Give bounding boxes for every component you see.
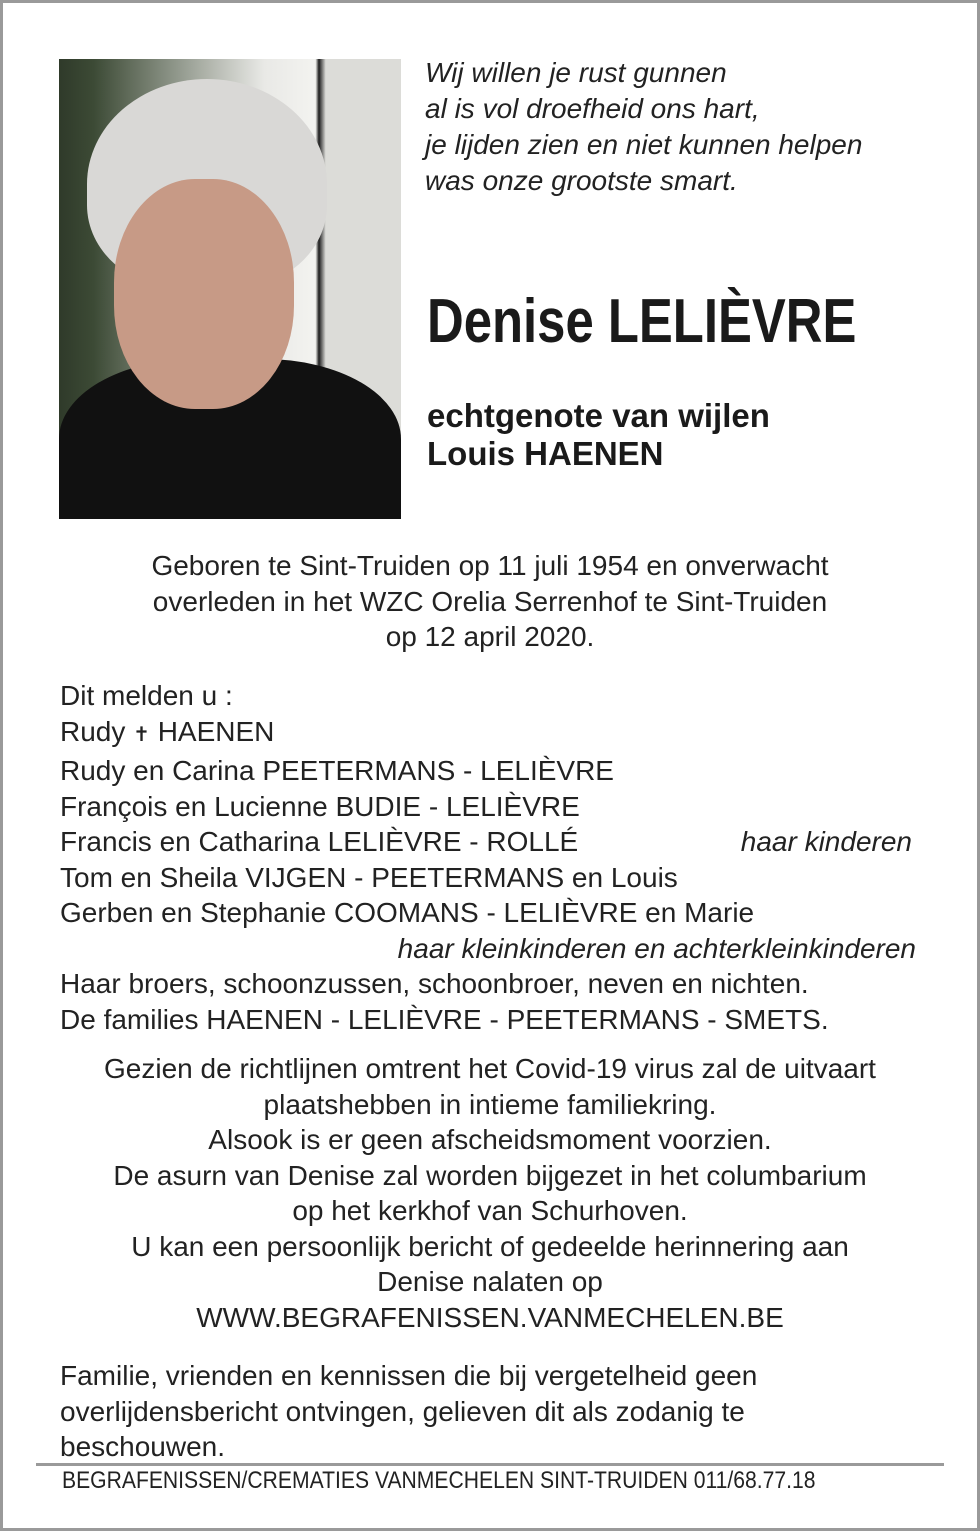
spouse-line: echtgenote van wijlen [427,397,770,434]
spouse-info [427,397,770,473]
text-line: De asurn van Denise zal worden bijgezet in het columbarium [113,1159,867,1191]
text-line: plaatshebben in intieme familiekring. [263,1088,717,1120]
poem-line: was onze grootste smart. [425,165,738,196]
list-item [60,714,920,754]
list-item: Haar broers, schoonzussen, schoonbroer, neven en nichten. [60,968,809,999]
list-item: François en Lucienne BUDIE - LELIÈVRE [60,790,580,822]
text-line: beschouwen. [60,1431,226,1462]
text-line: Geboren te Sint-Truiden op 11 juli 1954 en onverwacht [151,550,829,581]
text-line: Familie, vrienden en kennissen die bij vergetelheid geen [60,1360,758,1391]
list-item-text: Francis en Catharina LELIÈVRE - ROLLÉ [60,826,579,857]
text-line: overlijdensbericht ontvingen, gelieven dit als zodanig te [60,1395,745,1427]
portrait-photo [59,59,401,519]
funeral-home-footer: BEGRAFENISSEN/CREMATIES VANMECHELEN SINT-TRUIDEN 011/68.77.18 [62,1467,816,1494]
cross-icon: ✝ [133,723,150,746]
first-name: Rudy [60,715,126,747]
grandchildren-label: haar kleinkinderen en achterkleinkinderen [397,932,916,964]
spouse-name: Louis HAENEN [427,435,664,472]
divider [36,1463,944,1466]
announcers-list [60,678,920,1037]
list-item: Tom en Sheila VIJGEN - PEETERMANS en Louis [60,861,678,893]
text-line: op 12 april 2020. [385,621,595,652]
text-line: op het kerkhof van Schurhoven. [292,1195,688,1226]
list-item: Rudy en Carina PEETERMANS - LELIÈVRE [60,755,614,786]
last-name: HAENEN [157,715,275,747]
poem-line: al is vol droefheid ons hart, [425,93,760,124]
closing-paragraph [60,1358,920,1465]
poem-line: Wij willen je rust gunnen [425,57,727,88]
list-item [60,824,920,860]
poem-line: je lijden zien en niet kunnen helpen [425,129,863,160]
poem [425,55,862,199]
text-line: U kan een persoonlijk bericht of gedeelde herinnering aan [131,1230,849,1262]
funeral-info [40,1051,940,1335]
website-link[interactable]: WWW.BEGRAFENISSEN.VANMECHELEN.BE [196,1301,784,1333]
list-item: De families HAENEN - LELIÈVRE - PEETERMANS - SMETS. [60,1003,829,1035]
text-line: Denise nalaten op [377,1266,603,1297]
text-line: overleden in het WZC Orelia Serrenhof te Sint-Truiden [152,585,828,617]
birth-death-paragraph [40,548,940,655]
list-item: Gerben en Stephanie COOMANS - LELIÈVRE en Marie [60,897,755,928]
text-line: Gezien de richtlijnen omtrent het Covid-19 virus zal de uitvaart [104,1053,876,1084]
children-label: haar kinderen [740,826,912,857]
text-line: Alsook is er geen afscheidsmoment voorzien. [208,1124,772,1155]
deceased-name: Denise LELIÈVRE [427,287,857,356]
announcers-intro: Dit melden u : [60,680,233,711]
